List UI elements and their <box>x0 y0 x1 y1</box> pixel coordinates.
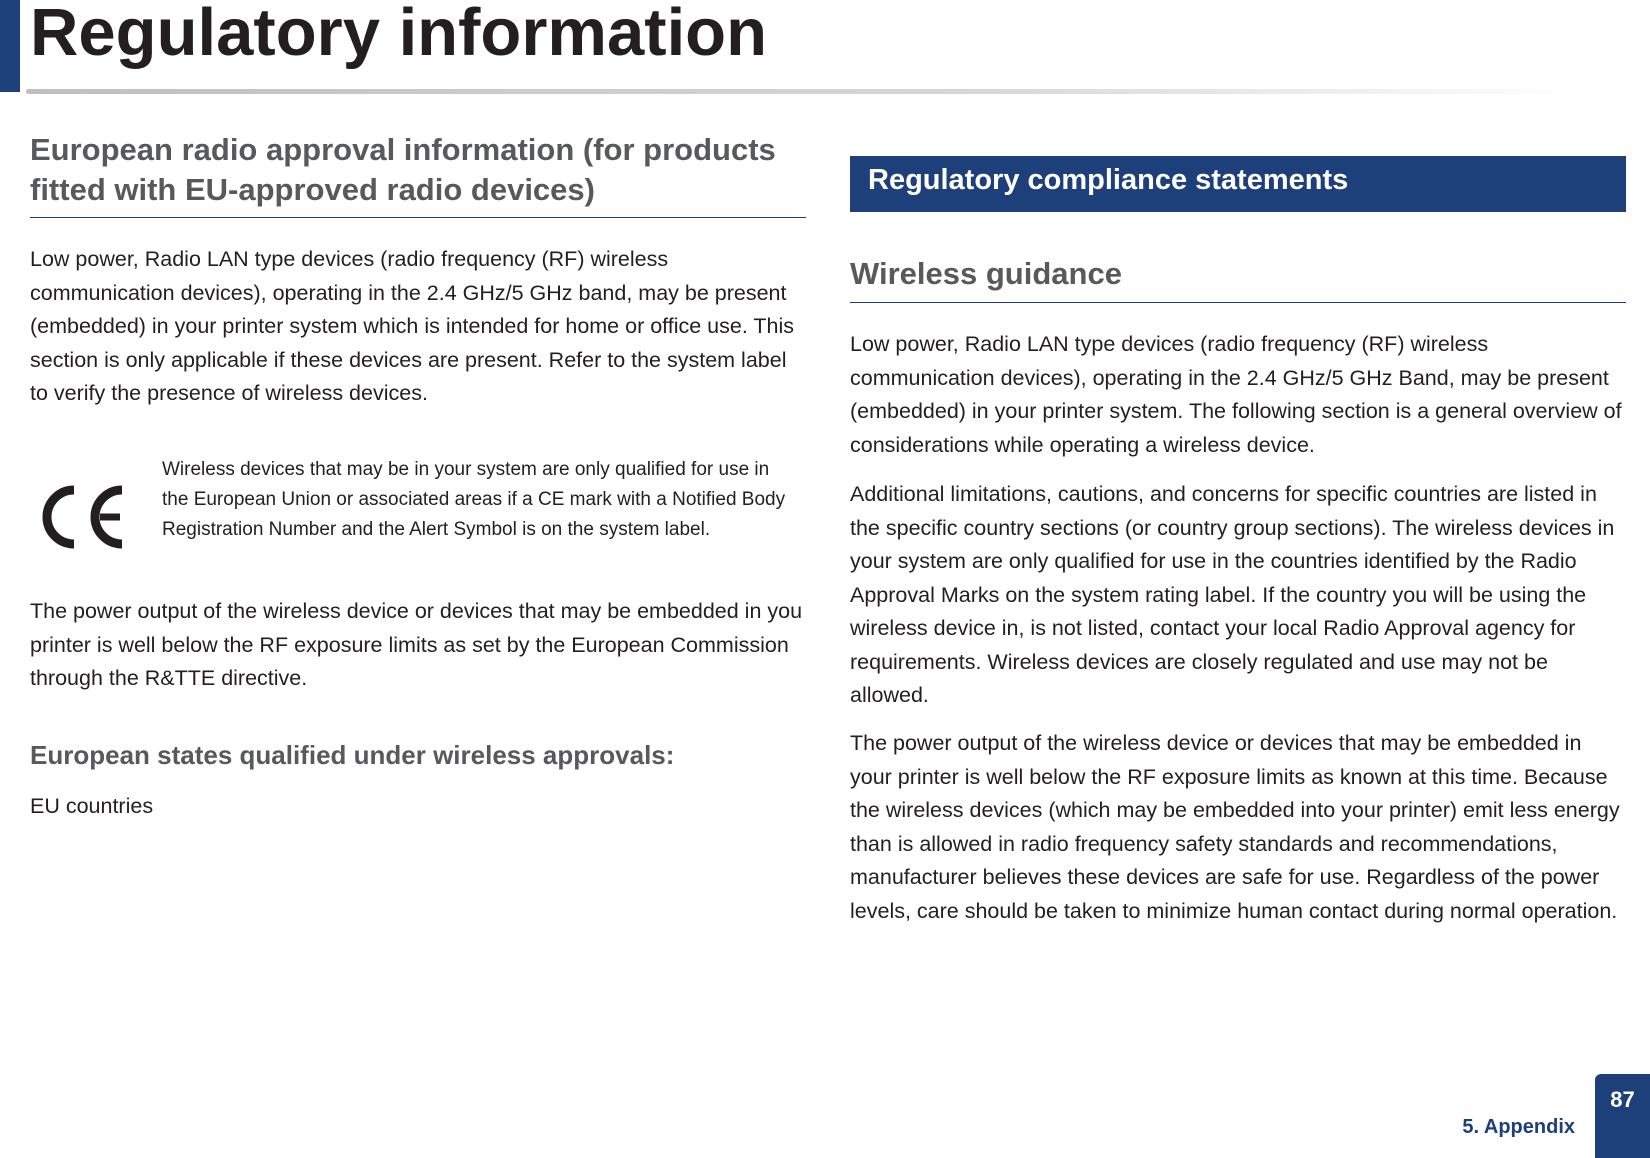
eu-countries-text: EU countries <box>30 794 154 818</box>
title-divider <box>26 89 1586 94</box>
eu-intro-paragraph: Low power, Radio LAN type devices (radio frequency (RF) wireless communication devices), operating in the 2.4 GHz/5 GHz band, may be present (embedded) in your printer system which is intended for home or office use. This section is only applicable if these devices are present. Refer to the system label to verify the presence of wireless devices. <box>30 247 795 405</box>
eu-radio-approval-heading: European radio approval information (for products fitted with EU-approved radio devices) <box>30 132 776 207</box>
section-banner <box>850 156 1626 212</box>
section-banner-title: Regulatory compliance statements <box>868 164 1349 196</box>
page-title: Regulatory information <box>30 0 768 70</box>
wireless-heading-rule <box>850 302 1626 303</box>
title-accent-bar <box>0 0 20 92</box>
ce-mark-note: Wireless devices that may be in your system are only qualified for use in the European Union or associated areas if a CE mark with a Notified Body Registration Number and the Alert Symbol is on the system label. <box>162 459 786 540</box>
eu-states-subheading: European states qualified under wireless approvals: <box>30 740 675 770</box>
eu-power-output-paragraph: The power output of the wireless device or devices that may be embedded in you printer is well below the RF exposure limits as set by the European Commission through the R&TTE directive. <box>30 599 803 690</box>
page-number: 87 <box>1595 1074 1650 1158</box>
ce-mark-icon <box>38 484 128 550</box>
eu-heading-rule <box>30 217 806 218</box>
wireless-paragraph-1: Low power, Radio LAN type devices (radio frequency (RF) wireless communication devices), operating in the 2.4 GHz/5 GHz Band, may be present (embedded) in your printer system. The following section is a general overview of considerations while operating a wireless device. <box>850 332 1622 457</box>
wireless-guidance-heading: Wireless guidance <box>850 256 1122 291</box>
wireless-paragraph-3: The power output of the wireless device or devices that may be embedded in your printer is well below the RF exposure limits as known at this time. Because the wireless devices (which may be embedded into your printer) emit less energy than is allowed in radio frequency safety standards and recommendations, manufacturer believes these devices are safe for use. Regardless of the power levels, care should be taken to minimize human contact during normal operation. <box>850 731 1620 923</box>
chapter-label: 5. Appendix <box>1462 1116 1575 1138</box>
wireless-paragraph-2: Additional limitations, cautions, and concerns for specific countries are listed in the specific country sections (or country group sections). The wireless devices in your system are only qualified for use in the countries identified by the Radio Approval Marks on the system rating label. If the country you will be using the wireless device in, is not listed, contact your local Radio Approval agency for requirements. Wireless devices are closely regulated and use may not be allowed. <box>850 482 1615 707</box>
